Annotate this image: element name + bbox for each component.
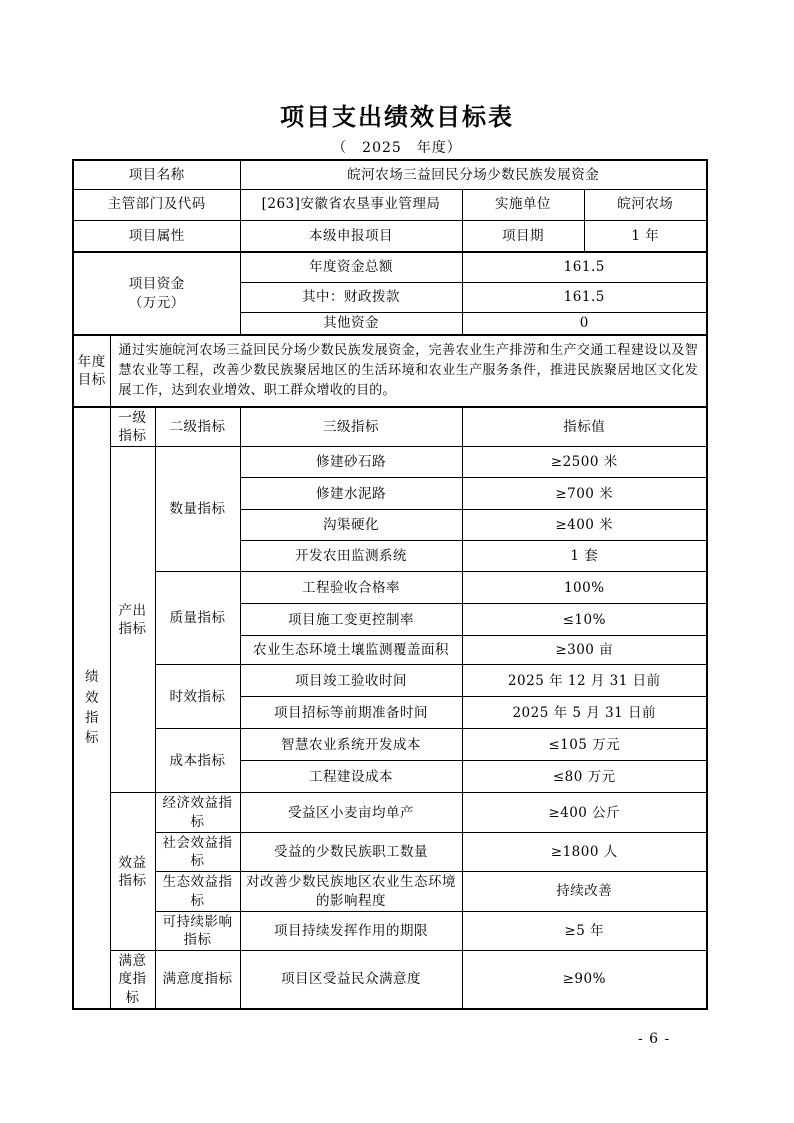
header-value-cell: 指标值 [462, 407, 707, 447]
l2-sustain-cell: 可持续影响指标 [155, 911, 240, 950]
header-l2-cell: 二级指标 [155, 407, 240, 447]
project-attr-label-cell: 项目属性 [73, 220, 240, 252]
indicator-l3-cell: 项目招标等前期准备时间 [240, 697, 462, 729]
indicator-l3-cell: 项目持续发挥作用的期限 [240, 911, 462, 950]
header-l3-cell: 三级指标 [240, 407, 462, 447]
project-period-value-cell: 1 年 [584, 220, 707, 252]
l2-quality-cell: 质量指标 [155, 572, 240, 665]
fiscal-alloc-value-cell: 161.5 [462, 282, 707, 312]
indicator-l3-cell: 受益的少数民族职工数量 [240, 832, 462, 871]
other-funds-value-cell: 0 [462, 312, 707, 335]
indicator-value-cell: 2025 年 12 月 31 日前 [462, 665, 707, 697]
indicator-value-cell: ≤80 万元 [462, 761, 707, 793]
performance-indicator-label-cell [73, 407, 110, 1009]
impl-unit-value-cell: 皖河农场 [584, 189, 707, 220]
indicator-value-cell: ≥400 米 [462, 510, 707, 541]
l2-economic-cell: 经济效益指标 [155, 793, 240, 832]
indicator-l3-cell: 农业生态环境土壤监测覆盖面积 [240, 636, 462, 665]
project-name-label-cell: 项目名称 [73, 160, 240, 189]
page-subtitle: （ 2025 年度） [332, 140, 462, 156]
indicator-l3-cell: 项目竣工验收时间 [240, 665, 462, 697]
indicator-l3-cell: 开发农田监测系统 [240, 541, 462, 572]
indicator-value-cell: ≥2500 米 [462, 447, 707, 478]
project-name-value-cell: 皖河农场三益回民分场少数民族发展资金 [240, 160, 707, 189]
impl-unit-label-cell: 实施单位 [462, 189, 584, 220]
dept-code-label-cell: 主管部门及代码 [73, 189, 240, 220]
indicator-l3-cell: 修建水泥路 [240, 478, 462, 510]
indicator-value-cell: ≤10% [462, 604, 707, 636]
annual-total-label-cell: 年度资金总额 [240, 252, 462, 282]
indicator-value-cell: ≤105 万元 [462, 729, 707, 761]
other-funds-label-cell: 其他资金 [240, 312, 462, 335]
annual-goal-text-cell: 通过实施皖河农场三益回民分场少数民族发展资金，完善农业生产排涝和生产交通工程建设以及智慧农业等工程，改善少数民族聚居地区的生活环境和农业生产服务条件，推进民族聚居地区文化发展工作，达到农业增效、职工群众增收的目的。 [110, 335, 707, 407]
project-funds-label-line2: （万元） [128, 294, 185, 311]
indicator-value-cell: 100% [462, 572, 707, 604]
project-funds-label-line1: 项目资金 [128, 276, 185, 293]
performance-indicator-label: 绩效指标 [84, 669, 99, 747]
project-attr-value-cell: 本级申报项目 [240, 220, 462, 252]
l1-benefit-cell: 效益指标 [110, 793, 155, 951]
indicator-value-cell: ≥1800 人 [462, 832, 707, 871]
annual-total-value-cell: 161.5 [462, 252, 707, 282]
indicator-value-cell: 1 套 [462, 541, 707, 572]
l1-output-cell: 产出指标 [110, 447, 155, 793]
indicator-l3-cell: 工程建设成本 [240, 761, 462, 793]
header-l1-cell: 一级指标 [110, 407, 155, 447]
l2-ecological-cell: 生态效益指标 [155, 872, 240, 911]
page-number: - 6 - [638, 1031, 671, 1047]
l2-satisfaction-cell: 满意度指标 [155, 951, 240, 1009]
project-period-label-cell: 项目期 [462, 220, 584, 252]
l2-cost-cell: 成本指标 [155, 729, 240, 793]
l2-quantity-cell: 数量指标 [155, 447, 240, 572]
indicator-value-cell: ≥300 亩 [462, 636, 707, 665]
indicator-value-cell: ≥400 公斤 [462, 793, 707, 832]
performance-target-table [72, 159, 708, 1010]
l2-social-cell: 社会效益指标 [155, 832, 240, 871]
indicator-l3-cell: 项目区受益民众满意度 [240, 951, 462, 1009]
annual-goal-label-cell: 年度目标 [73, 335, 110, 407]
indicator-l3-cell: 受益区小麦亩均单产 [240, 793, 462, 832]
indicator-value-cell: ≥700 米 [462, 478, 707, 510]
indicator-l3-cell: 对改善少数民族地区农业生态环境的影响程度 [240, 872, 462, 911]
indicator-value-cell: ≥90% [462, 951, 707, 1009]
l2-timeliness-cell: 时效指标 [155, 665, 240, 729]
indicator-l3-cell: 项目施工变更控制率 [240, 604, 462, 636]
l1-satisfaction-cell: 满意度指标 [110, 951, 155, 1009]
indicator-l3-cell: 修建砂石路 [240, 447, 462, 478]
indicator-value-cell: 持续改善 [462, 872, 707, 911]
fiscal-alloc-label-cell: 其中：财政拨款 [240, 282, 462, 312]
dept-code-value-cell: [263]安徽省农垦事业管理局 [240, 189, 462, 220]
page-title: 项目支出绩效目标表 [280, 103, 514, 131]
indicator-l3-cell: 沟渠硬化 [240, 510, 462, 541]
indicator-l3-cell: 工程验收合格率 [240, 572, 462, 604]
indicator-l3-cell: 智慧农业系统开发成本 [240, 729, 462, 761]
indicator-value-cell: ≥5 年 [462, 911, 707, 950]
project-funds-label-cell [73, 252, 240, 335]
indicator-value-cell: 2025 年 5 月 31 日前 [462, 697, 707, 729]
